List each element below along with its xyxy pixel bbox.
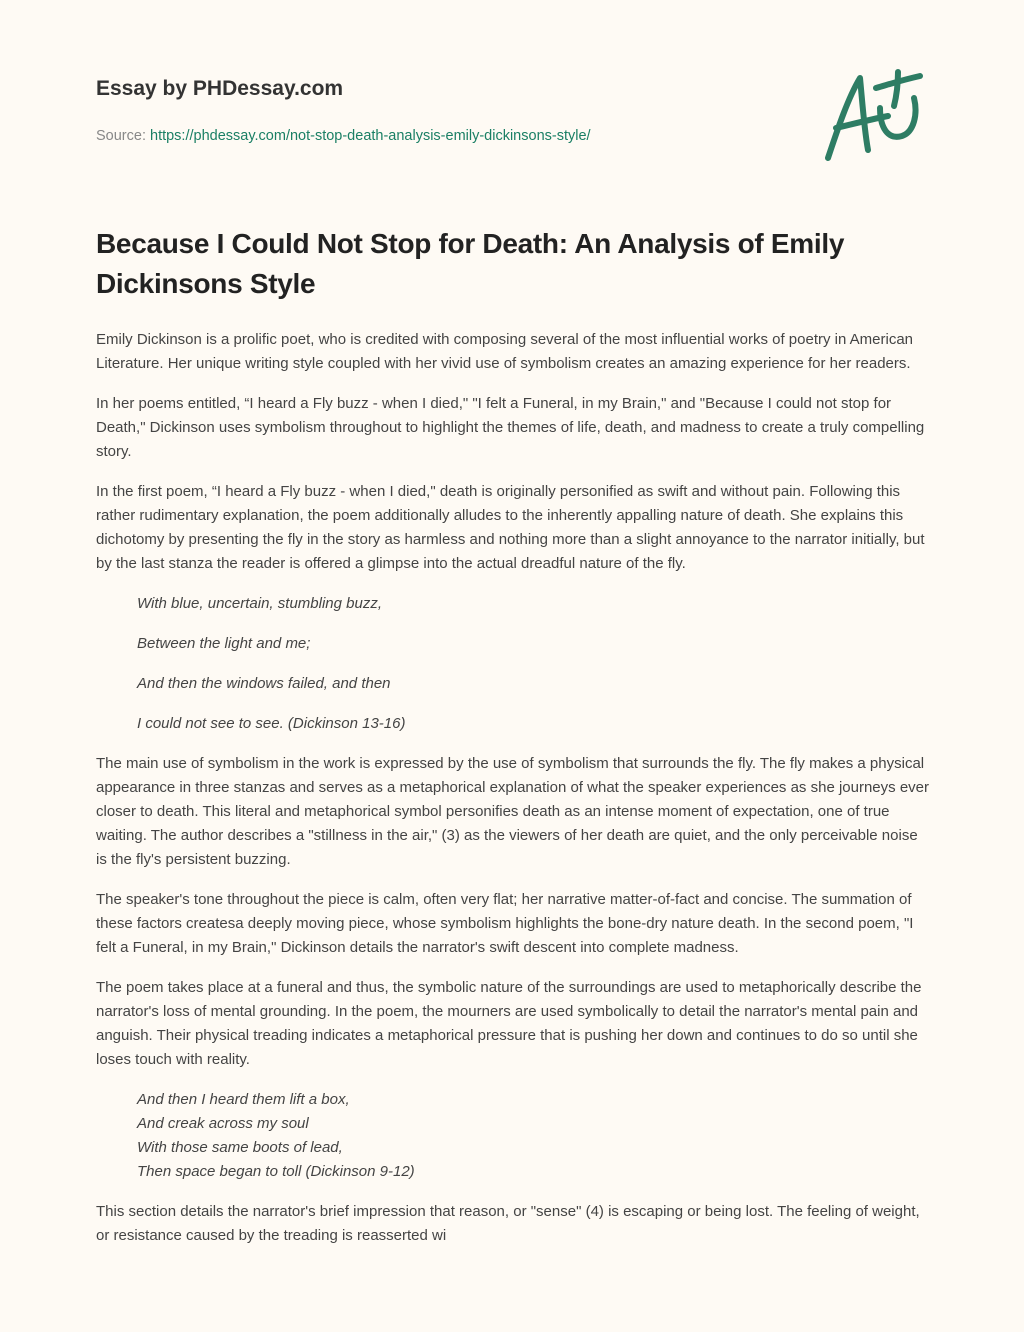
paragraph: The speaker's tone throughout the piece is calm, often very flat; her narrative matter-of-fact and concise. The summation of these factors createsa deeply moving piece, whose symbolism highlights the bone-dry nature death. In the second poem, "I felt a Funeral, in my Brain," Dickinson details the narrator's swift descent into complete madness. [96, 891, 914, 956]
verse-line: And creak across my soul [137, 1115, 309, 1132]
verse-line: Then space began to toll (Dickinson 9-12) [137, 1163, 415, 1180]
paragraph: This section details the narrator's brief impression that reason, or "sense" (4) is escaping or being lost. The feeling of weight, or resistance caused by the treading is reasserted wi [96, 1203, 920, 1244]
a-plus-logo-icon [818, 68, 928, 168]
paragraph: In the first poem, “I heard a Fly buzz - when I died," death is originally personified as swift and without pain. Following this rather rudimentary explanation, the poem additionally alludes to the inherently appalling nature of death. She explains this dichotomy by presenting the fly in the story as harmless and nothing more than a slight annoyance to the narrator initially, but by the last stanza the reader is offered a glimpse into the actual dreadful nature of the fly. [96, 483, 925, 572]
verse-line: Between the light and me; [137, 635, 311, 652]
source-line [96, 124, 591, 148]
verse-line: And then the windows failed, and then [137, 675, 391, 692]
paragraph: In her poems entitled, “I heard a Fly buzz - when I died," "I felt a Funeral, in my Brain," and "Because I could not stop for Death," Dickinson uses symbolism throughout to highlight the themes of life, death, and madness to create a truly compelling story. [96, 395, 925, 460]
article [96, 224, 932, 1264]
article-title: Because I Could Not Stop for Death: An Analysis of Emily Dickinsons Style [96, 228, 845, 299]
paragraph: The poem takes place at a funeral and thus, the symbolic nature of the surroundings are used to metaphorically describe the narrator's loss of mental grounding. In the poem, the mourners are used symbolically to detail the narrator's mental pain and anguish. Their physical treading indicates a metaphorical pressure that is pushing her down and continues to do so until she loses touch with reality. [96, 979, 922, 1068]
verse-line: I could not see to see. (Dickinson 13-16) [137, 715, 406, 732]
source-link[interactable]: https://phdessay.com/not-stop-death-analysis-emily-dickinsons-style/ [150, 128, 591, 144]
paragraph: The main use of symbolism in the work is expressed by the use of symbolism that surrounds the fly. The fly makes a physical appearance in three stanzas and serves as a metaphorical explanation of what the speaker experiences as she journeys ever closer to death. This literal and metaphorical symbol personifies death as an intense moment of expectation, one of true waiting. The author describes a "stillness in the air," (3) as the viewers of her death are quiet, and the only perceivable noise is the fly's persistent buzzing. [96, 755, 929, 868]
source-label: Source: [96, 128, 150, 144]
verse-line: And then I heard them lift a box, [137, 1091, 350, 1108]
verse-line: With blue, uncertain, stumbling buzz, [137, 595, 382, 612]
site-title: Essay by PHDessay.com [96, 77, 344, 100]
verse-line: With those same boots of lead, [137, 1139, 343, 1156]
verse-stanza [137, 1088, 932, 1184]
paragraph: Emily Dickinson is a prolific poet, who is credited with composing several of the most influential works of poetry in American Literature. Her unique writing style coupled with her vivid use of symbolism creates an amazing experience for her readers. [96, 331, 914, 372]
